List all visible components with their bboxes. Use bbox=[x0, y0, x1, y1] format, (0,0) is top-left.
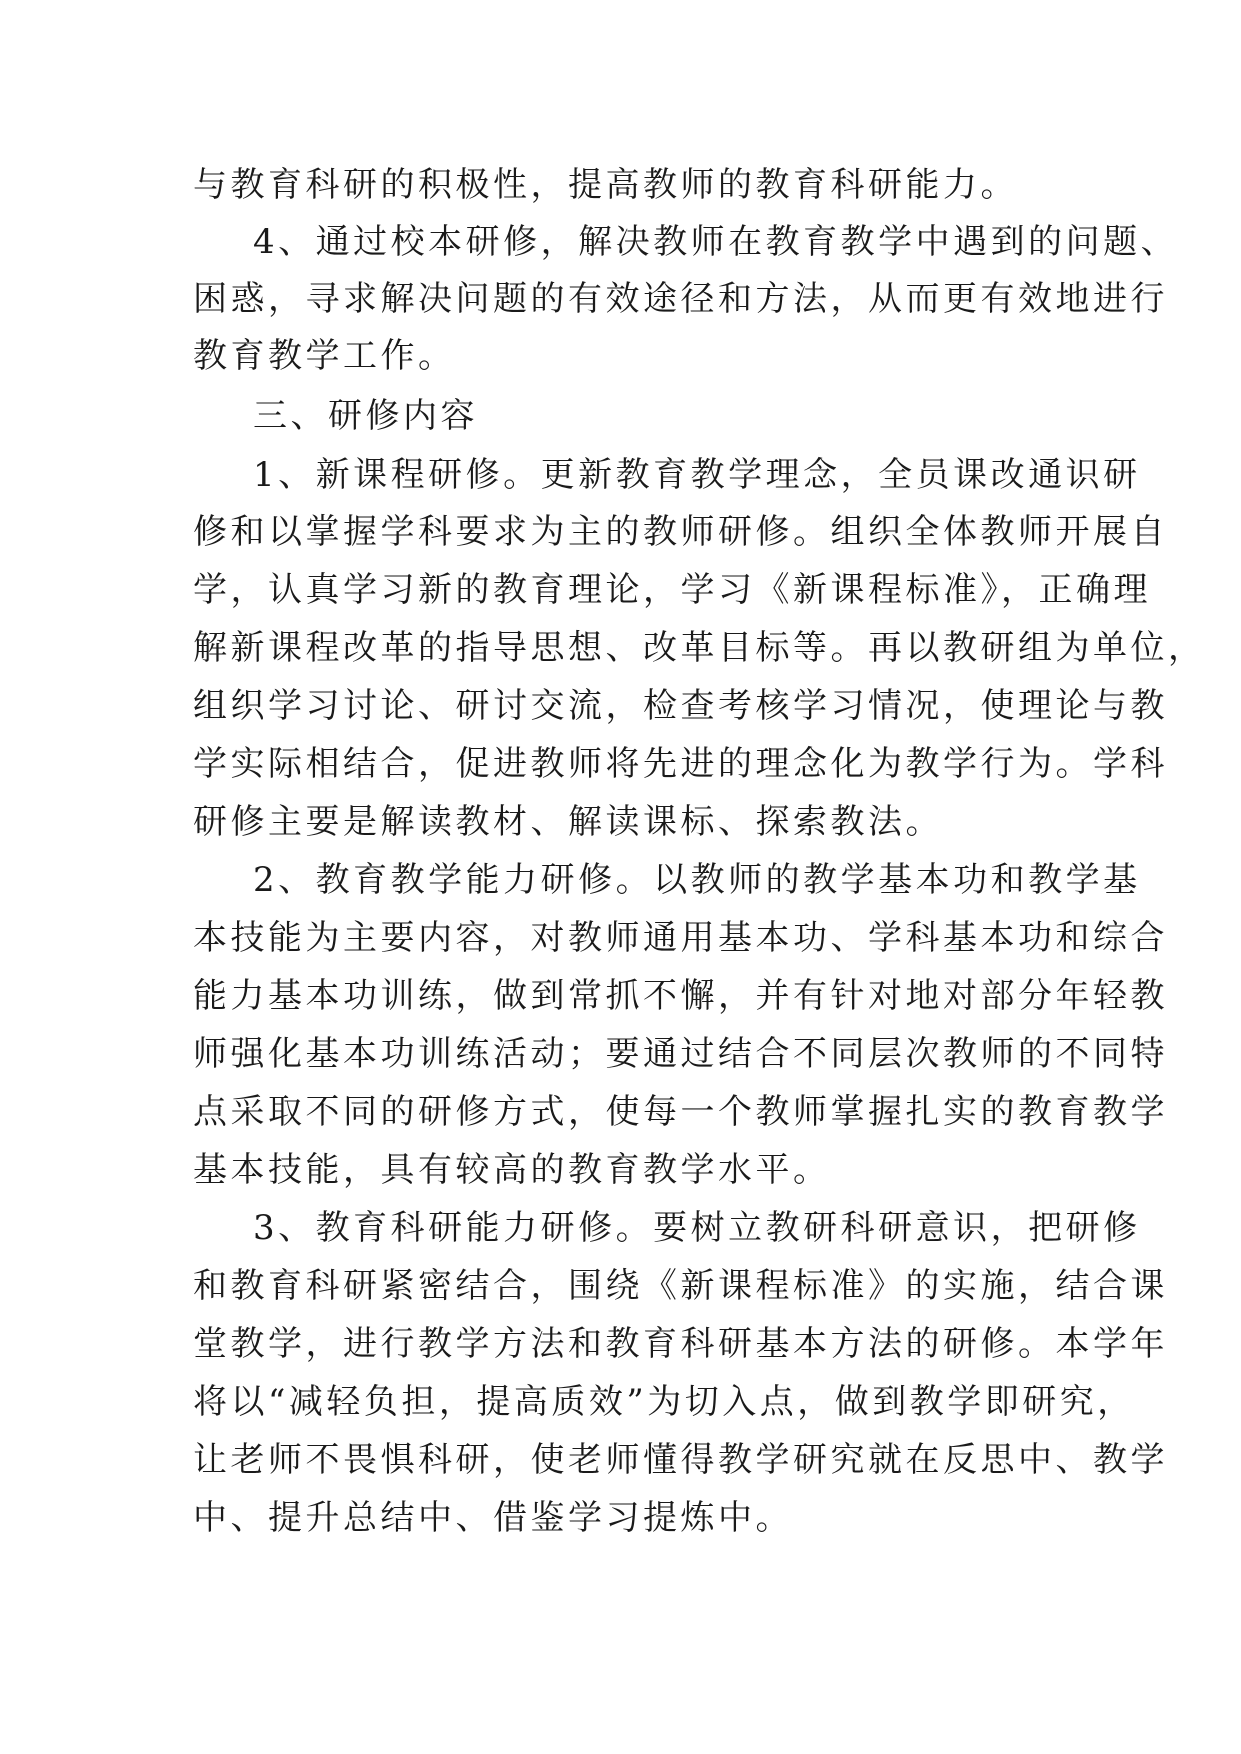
text-line: 将以“减轻负担，提高质效”为切入点，做到教学即研究， bbox=[193, 1382, 1135, 1422]
text-line: 学实际相结合，促进教师将先进的理念化为教学行为。学科 bbox=[193, 744, 1168, 784]
text-line: 2、教育教学能力研修。以教师的教学基本功和教学基 bbox=[253, 860, 1141, 900]
text-line: 组织学习讨论、研讨交流，检查考核学习情况，使理论与教 bbox=[193, 686, 1168, 726]
text-line: 3、教育科研能力研修。要树立教研科研意识，把研修 bbox=[253, 1208, 1141, 1248]
section-heading: 三、研修内容 bbox=[253, 396, 478, 436]
text-line: 堂教学，进行教学方法和教育科研基本方法的研修。本学年 bbox=[193, 1324, 1168, 1364]
text-line: 教育教学工作。 bbox=[193, 336, 456, 376]
text-line: 中、提升总结中、借鉴学习提炼中。 bbox=[193, 1498, 793, 1538]
text-line: 基本技能，具有较高的教育教学水平。 bbox=[193, 1150, 831, 1190]
text-line: 1、新课程研修。更新教育教学理念，全员课改通识研 bbox=[253, 455, 1141, 495]
text-line: 学，认真学习新的教育理论，学习《新课程标准》，正确理 bbox=[193, 570, 1151, 610]
text-line: 4、通过校本研修，解决教师在教育教学中遇到的问题、 bbox=[253, 222, 1179, 262]
text-line: 研修主要是解读教材、解读课标、探索教法。 bbox=[193, 802, 943, 842]
text-line: 与教育科研的积极性，提高教师的教育科研能力。 bbox=[193, 165, 1018, 205]
text-line: 和教育科研紧密结合，围绕《新课程标准》的实施，结合课 bbox=[193, 1266, 1168, 1306]
text-line: 让老师不畏惧科研，使老师懂得教学研究就在反思中、教学 bbox=[193, 1440, 1168, 1480]
text-line: 点采取不同的研修方式，使每一个教师掌握扎实的教育教学 bbox=[193, 1092, 1168, 1132]
text-line: 解新课程改革的指导思想、改革目标等。再以教研组为单位， bbox=[193, 628, 1206, 668]
text-line: 困惑，寻求解决问题的有效途径和方法，从而更有效地进行 bbox=[193, 279, 1168, 319]
text-line: 能力基本功训练，做到常抓不懈，并有针对地对部分年轻教 bbox=[193, 976, 1168, 1016]
text-line: 修和以掌握学科要求为主的教师研修。组织全体教师开展自 bbox=[193, 512, 1168, 552]
text-line: 师强化基本功训练活动；要通过结合不同层次教师的不同特 bbox=[193, 1034, 1168, 1074]
text-line: 本技能为主要内容，对教师通用基本功、学科基本功和综合 bbox=[193, 918, 1168, 958]
